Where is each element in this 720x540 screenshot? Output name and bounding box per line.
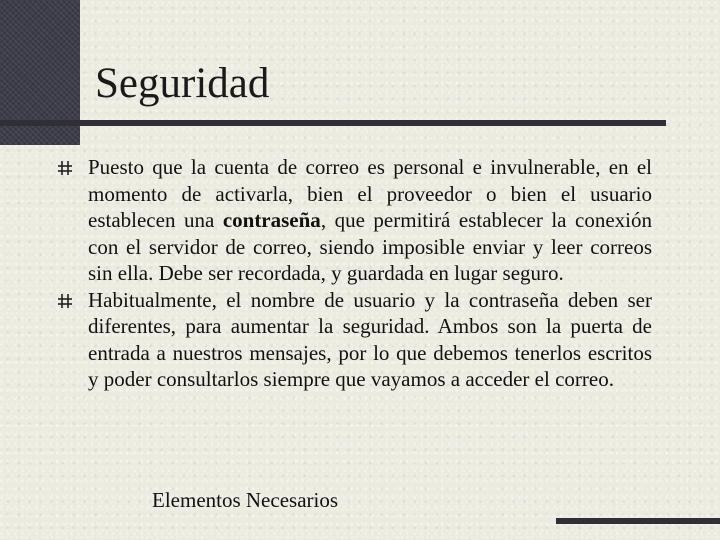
bullet-text-part: Puesto que la cuenta de correo es personal e invulnerable, en el momento de activarla, bien el proveedor o bien el usuario establecen una [88, 155, 652, 232]
title-divider-rule [0, 120, 666, 126]
bullet-list [88, 154, 652, 393]
bullet-item-1 [88, 154, 652, 287]
bullet-item-2 [88, 287, 652, 393]
bullet-text-part: , que permitirá establecer la conexión con el servidor de correo, siendo imposible enviar y leer correos sin ella. Debe ser recordada, y guardada en lugar seguro. [88, 208, 652, 285]
bullet-text: Habitualmente, el nombre de usuario y la contraseña deben ser diferentes, para aumentar la seguridad. Ambos son la puerta de entrada a nuestros mensajes, por lo que debemos tenerlos escritos y poder consultarlos siempre que vayamos a acceder el correo. [88, 287, 652, 391]
footer-label: Elementos Necesarios [152, 488, 339, 512]
slide-title: Seguridad [95, 60, 270, 107]
hash-bullet-icon [57, 160, 73, 176]
hash-bullet-icon [57, 293, 73, 309]
password-emphasis: contraseña [222, 208, 321, 232]
bottom-decorative-rule [556, 518, 720, 524]
